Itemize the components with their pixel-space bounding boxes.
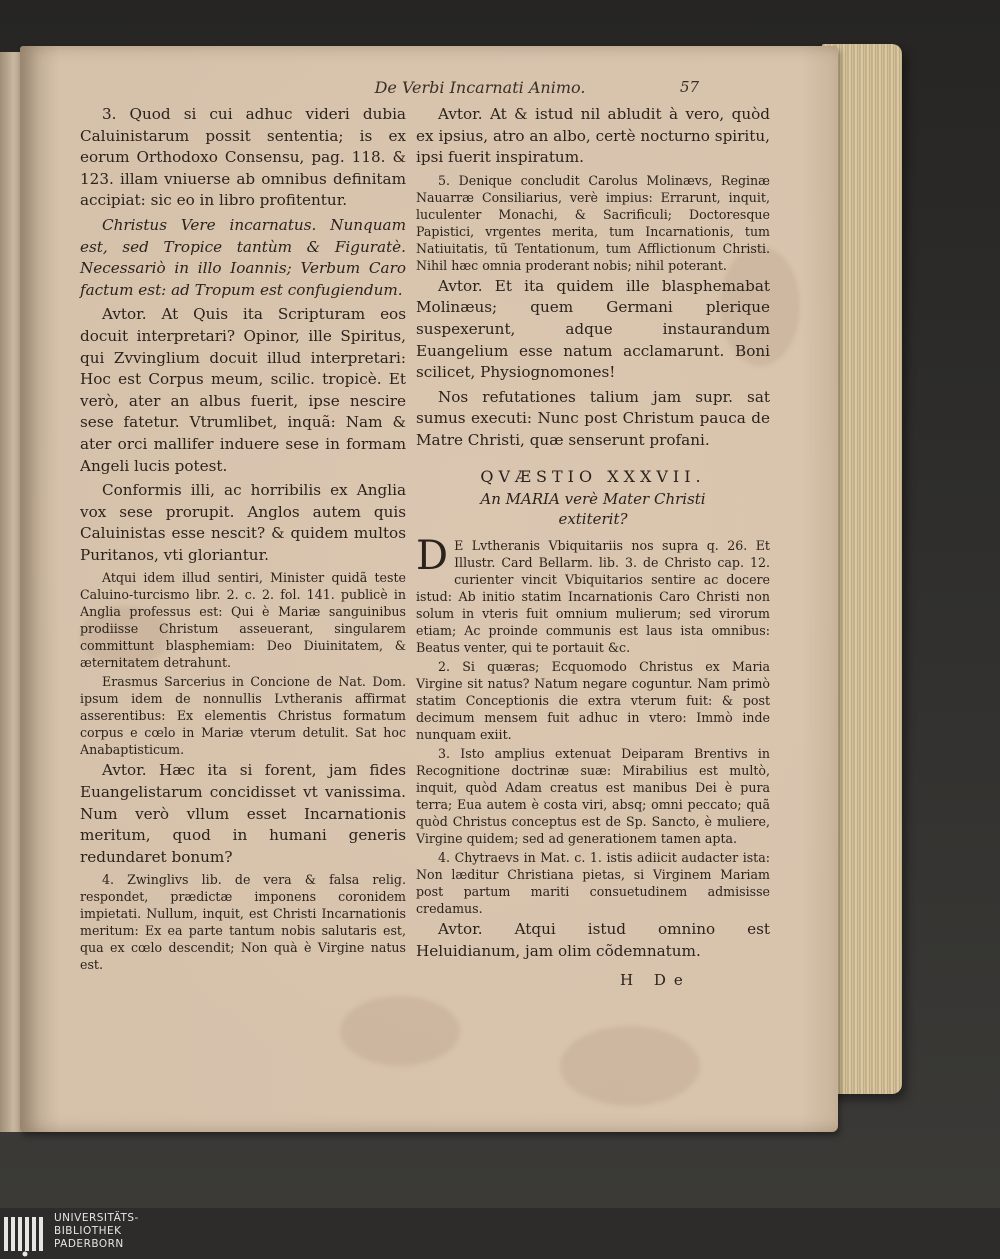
text-paragraph	[416, 919, 770, 962]
paragraph-text: 3. Isto amplius extenuat Deiparam Brentivs in Recognitione doctrinæ suæ: Mirabilius est multò, inquit, quòd Adam creatus est manibus Dei è pura terra; Eua autem è costa viri, absq; omni peccato; quã quòd Christus conceptus est de Sp. Sancto, è muliere, Virgine quidem; sed ad generationem tamen apta.	[416, 746, 770, 847]
library-name-line: PADERBORN	[54, 1238, 124, 1250]
library-footer	[0, 1208, 1000, 1259]
library-logo-icon	[2, 1211, 48, 1257]
text-paragraph	[416, 172, 770, 274]
text-paragraph	[80, 104, 406, 212]
left-page-edge	[0, 52, 22, 1132]
book-page	[20, 46, 838, 1132]
text-paragraph	[80, 871, 406, 973]
right-column-upper	[416, 104, 770, 452]
question-subtitle: An MARIA verè Mater Christi extiterit?	[480, 490, 706, 529]
text-paragraph	[416, 658, 770, 743]
text-paragraph	[416, 533, 770, 656]
drop-cap: D	[416, 533, 449, 580]
right-text-column	[416, 104, 770, 965]
library-name	[54, 1212, 139, 1251]
paragraph-text: Conformis illi, ac horribilis ex Anglia vox sese prorupit. Anglos autem quis Caluinistas esse nescit? & quidem multos Puritanos, vti gloriantur.	[80, 481, 406, 564]
question-title: QVÆSTIO XXXVII.	[480, 466, 706, 486]
library-name-line: BIBLIOTHEK	[54, 1225, 122, 1237]
library-name-line: UNIVERSITÄTS-	[54, 1212, 139, 1224]
paper-stain	[340, 996, 460, 1066]
text-paragraph	[416, 745, 770, 847]
text-paragraph	[80, 673, 406, 758]
text-paragraph	[80, 304, 406, 477]
paragraph-text: Erasmus Sarcerius in Concione de Nat. Dom. ipsum idem de nonnullis Lvtheranis affirmat asserentibus: Ex elementis Christus formatum corpus e cœlo in Mariæ vterum detulit. Sat hoc Anabaptisticum.	[80, 674, 406, 758]
text-paragraph	[416, 387, 770, 452]
text-paragraph	[416, 849, 770, 917]
paragraph-text: Atqui idem illud sentiri, Minister quidã teste Caluino-turcismo libr. 2. c. 2. fol. 141. publicè in Anglia professus est: Qui è Mariæ sanguinibus prodiisse Christum asseuerant, singularem committunt blasphemiam: Deo Diuinitatem, & æternitatem detrahunt.	[80, 570, 406, 671]
page-number: 57	[680, 78, 700, 96]
paragraph-text: 3. Quod si cui adhuc videri dubia Caluinistarum possit sententia; is ex eorum Orthodoxo Consensu, pag. 118. & 123. illam vniuerse ab omnibus definitam accipiat: sic eo in libro profitentur.	[80, 105, 406, 210]
text-paragraph	[416, 276, 770, 384]
paragraph-text: 4. Zwinglivs lib. de vera & falsa relig. respondet, prædictæ imponens coronidem impietati. Nullum, inquit, est Christi Incarnationis meritum: Ex ea parte tantum nobis salutaris est, qua ex cœlo descendit; Non quà è Virgine natus est.	[80, 872, 406, 973]
paragraph-text: Avtor. Atqui istud omnino est Heluidianum, jam olim cõdemnatum.	[416, 920, 770, 960]
text-paragraph	[80, 215, 406, 301]
paragraph-text: 2. Si quæras; Ecquomodo Christus ex Maria Virgine sit natus? Natum negare coguntur. Nam primò statim Conceptionis die extra vterum fuit: & post decimum mensem fuit adhuc in vtero: Immò inde nunquam exiit.	[416, 659, 770, 743]
text-paragraph	[416, 104, 770, 169]
running-head: De Verbi Incarnati Animo.	[374, 78, 586, 97]
text-paragraph	[80, 569, 406, 671]
text-paragraph	[80, 760, 406, 868]
paragraph-text: Christus Vere incarnatus. Nunquam est, sed Tropice tantùm & Figuratè. Necessariò in illo Ioannis; Verbum Caro factum est: ad Tropum est confugiendum.	[80, 215, 406, 299]
paragraph-text: 4. Chytraevs in Mat. c. 1. istis adiicit audacter ista: Non læditur Christiana pietas, si Virginem Mariam post partum mariti consuetudinem admisisse credamus.	[416, 850, 770, 917]
paragraph-text: 5. Denique concludit Carolus Molinævs, Reginæ Nauarræ Consiliarius, verè impius: Errarunt, inquit, luculenter Monachi, & Sacrificuli; Doctoresque Papistici, vrgentes merita, tum Incarnationis, tum Natiuitatis, tũ Tentationum, tum Afflictionum Christi. Nihil hæc omnia proderant nobis; nihil poterant.	[416, 172, 770, 273]
paragraph-text: Avtor. Et ita quidem ille blasphemabat Molinæus; quem Germani plerique suspexerunt, adque instaurandum Euangelium esse natum acclamarunt. Boni scilicet, Physiognomones!	[416, 276, 770, 382]
paragraph-text: Avtor. At & istud nil abludit à vero, quòd ex ipsius, atro an albo, certè nocturno spiritu, ipsi fuerit inspiratum.	[416, 105, 770, 167]
paragraph-text: E Lvtheranis Vbiquitariis nos supra q. 26. Et Illustr. Card Bellarm. lib. 3. de Christo cap. 12. curienter vincit Vbiquitarios sentire ac docere istud: Ab initio statim Incarnationis Caro Christi non solum in vteris fuit omnium mulierum; sed virorum etiam; Ac proinde communis est laus ista omnibus: Beatus venter, qui te portauit &c.	[416, 538, 770, 656]
paragraph-text: Avtor. At Quis ita Scripturam eos docuit interpretari? Opinor, ille Spiritus, qui Zvvinglium docuit illud interpretari: Hoc est Corpus meum, scilic. tropicè. Et verò, ater an albus fuerit, ipse nescire sese fatetur. Vtrumlibet, inquã: Nam & ater orci mallifer induere sese in formam Angeli lucis potest.	[80, 305, 406, 475]
left-text-column	[80, 104, 406, 975]
text-paragraph	[80, 480, 406, 566]
paragraph-text: Avtor. Hæc ita si forent, jam fides Euangelistarum concidisset vt vanissima. Num verò vllum esset Incarnationis meritum, quod in humani generis redundaret bonum?	[80, 761, 406, 866]
signature-mark: H De	[620, 971, 691, 989]
right-column-lower	[416, 533, 770, 962]
paragraph-text: Nos refutationes talium jam supr. sat sumus executi: Nunc post Christum pauca de Matre Christi, quæ senserunt profani.	[416, 387, 770, 449]
paper-stain	[560, 1026, 700, 1106]
